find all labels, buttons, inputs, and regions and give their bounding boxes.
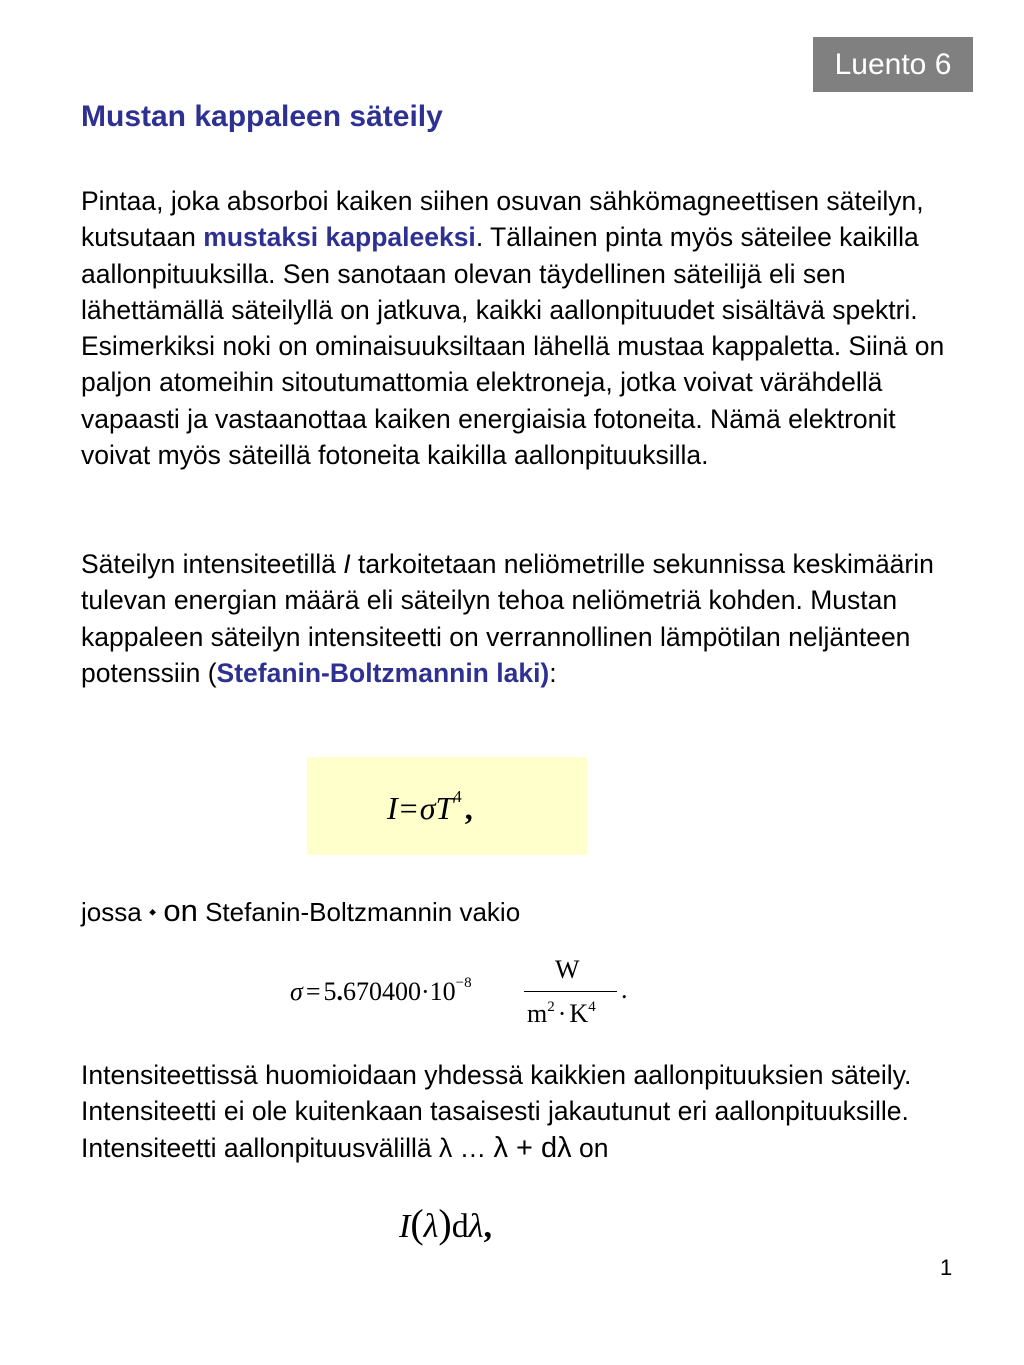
- jossa-word: jossa: [81, 897, 142, 927]
- eq2-sigma: σ: [290, 977, 303, 1006]
- eq2-numerator: W: [555, 955, 580, 984]
- paragraph3-after: on: [571, 1132, 609, 1163]
- paragraph2-symbol: I: [343, 549, 351, 579]
- eq1-var: T: [435, 790, 454, 826]
- eq2-int: 5: [323, 977, 337, 1006]
- eq3-lambda: λ: [423, 1208, 439, 1245]
- eq1-lhs: I: [387, 790, 398, 826]
- eq2-frac: 670400: [343, 977, 421, 1006]
- eq1-exponent: 4: [453, 787, 462, 806]
- eq3-comma: ,: [483, 1208, 492, 1245]
- eq3-d: d: [451, 1208, 469, 1245]
- stefan-boltzmann-equation: [387, 787, 473, 827]
- eq1-equals: =: [399, 790, 418, 826]
- eq2-fraction-bar: [524, 991, 617, 992]
- page-title: Mustan kappaleen säteily: [81, 100, 443, 133]
- eq2-period: .: [621, 975, 628, 1004]
- eq3-open-paren: (: [410, 1201, 424, 1246]
- on-word: on: [163, 893, 198, 928]
- eq2-exponent: −8: [455, 975, 472, 991]
- constant-name: Stefanin-Boltzmannin vakio: [205, 897, 521, 927]
- paragraph-black-body-definition: [81, 183, 961, 473]
- paragraph2-text-after: :: [549, 657, 557, 688]
- eq1-comma: ,: [464, 790, 473, 826]
- paragraph-intensity: [81, 546, 961, 691]
- eq2-den-dot: ·: [557, 999, 567, 1028]
- diamond-glyph-icon: ⬩: [148, 901, 157, 923]
- eq2-den-m-exp: 2: [547, 999, 555, 1015]
- eq2-den-k-exp: 4: [588, 999, 596, 1015]
- paragraph3-big: λ + dλ: [493, 1131, 572, 1164]
- paragraph2-highlight: Stefanin-Boltzmannin laki): [216, 657, 550, 688]
- eq2-den-m: m: [527, 999, 548, 1028]
- paragraph2-text-middle: tarkoitetaan neliömetrille sekunnissa keskimäärin tulevan energian määrä eli säteilyn tehoa neliömetriä kohden. Mustan kappaleen säteilyn intensiteetti on verrannollinen lämpötilan neljänteen potenssiin (: [81, 549, 934, 688]
- eq2-times: ·: [421, 977, 430, 1006]
- page-number: 1: [940, 1255, 953, 1280]
- lecture-badge: Luento 6: [813, 37, 973, 92]
- eq2-left-side: [290, 975, 472, 1007]
- stefan-boltzmann-equation-box: [307, 757, 587, 855]
- eq3-close-paren: ): [438, 1201, 452, 1246]
- spectral-intensity-equation: [399, 1200, 492, 1247]
- eq2-base: 10: [429, 977, 456, 1006]
- eq2-equals: =: [305, 977, 321, 1006]
- paragraph1-text-before: Pintaa, joka absorboi kaiken siihen osuvan sähkömagneettisen säteilyn, kutsutaan: [81, 186, 924, 253]
- eq3-I: I: [399, 1208, 411, 1245]
- paragraph1-text-after: . Tällainen pinta myös säteilee kaikilla aallonpituuksilla. Sen sanotaan olevan täydellinen säteilijä eli sen lähettämällä säteilyllä on jatkuva, kaikki aallonpituudet sisältävä spektri. Esimerkiksi noki on ominaisuuksiltaan lähellä mustaa kappaletta. Siinä on paljon atomeihin sitoutumattomia elektroneja, jotka voivat värähdellä vapaasti ja vastaanottaa kaiken energiaisia fotoneita. Nämä elektronit voivat myös säteillä fotoneita kaikilla aallonpituuksilla.: [81, 222, 945, 471]
- paragraph3-text: Intensiteettissä huomioidaan yhdessä kaikkien aallonpituuksien säteily. Intensiteetti ei ole kuitenkaan tasaisesti jakautunut eri aallonpituuksille. Intensiteetti aallonpituusvälillä λ …: [81, 1060, 912, 1163]
- eq3-lambda2: λ: [468, 1208, 484, 1245]
- constant-intro-line: [81, 893, 520, 929]
- paragraph1-highlight: mustaksi kappaleeksi: [203, 222, 476, 253]
- paragraph-spectral-intensity: [81, 1057, 961, 1166]
- eq1-sigma: σ: [419, 790, 436, 826]
- paragraph2-text-before: Säteilyn intensiteetillä: [81, 549, 344, 579]
- eq2-denominator: [527, 999, 596, 1029]
- eq2-den-k: K: [569, 999, 589, 1028]
- eq2-dot: .: [336, 977, 343, 1006]
